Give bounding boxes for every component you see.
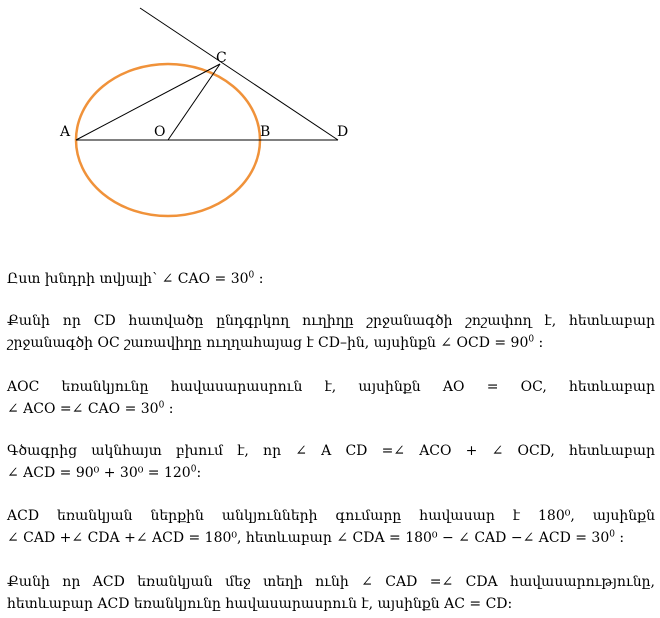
point-label-o: O <box>154 124 166 140</box>
paragraph-angle-sum <box>7 505 655 549</box>
text-line: շրջանագծի OC շառավիղը ուղղահայաց է CD–ին, այսինքն ∠ OCD = $90^0$ : <box>7 334 544 351</box>
point-label-d: D <box>337 124 349 140</box>
text-line: Ըստ խնդրի տվյալի՝ ∠ CAO = $30^0$ : <box>7 270 264 287</box>
text-line: ACD եռանկյան ներքին անկյունների գումարը հավասար է 180⁰, այսինքն <box>7 508 655 524</box>
text-line: ∠ CAD +∠ CDA +∠ ACD = 180⁰, հետևաբար ∠ CDA = 180⁰ − ∠ CAD −∠ ACD = $30^0$ : <box>7 529 625 546</box>
text-line: հետևաբար ACD եռանկյունը հավասարասրուն է, այսինքն AC = CD: <box>7 596 513 612</box>
paragraph-tangent <box>7 310 655 354</box>
text-line: Քանի որ ACD եռանկյան մեջ տեղի ունի ∠ CAD =∠ CDA հավասարությունը, <box>7 574 655 590</box>
text-line: ∠ ACD = $90^0 + 30^0 = 120^0$: <box>7 464 202 481</box>
paragraph-angle-acd <box>7 440 655 484</box>
point-label-c: C <box>216 50 227 66</box>
radius-oc <box>168 64 220 140</box>
text-line: AOC եռանկյունը հավասարասրուն է, այսինքն AO = OC, հետևաբար <box>7 379 655 395</box>
paragraph-given-angle <box>7 268 655 290</box>
point-label-a: A <box>60 124 71 140</box>
text-line: Քանի որ CD հատվածը ընդգրկող ուղիղը շրջանագծի շոշափող է, հետևաբար <box>7 313 655 329</box>
segment-ac <box>76 64 220 140</box>
geometry-figure <box>0 0 660 240</box>
tangent-line <box>140 8 338 140</box>
paragraph-conclusion <box>7 571 655 615</box>
text-line: ∠ ACO =∠ CAO = $30^0$ : <box>7 400 174 417</box>
point-label-b: B <box>260 124 271 140</box>
text-line: Գծագրից ակնհայտ բխում է, որ ∠ A CD =∠ ACO + ∠ OCD, հետևաբար <box>7 443 655 459</box>
paragraph-isosceles-aoc <box>7 376 655 420</box>
